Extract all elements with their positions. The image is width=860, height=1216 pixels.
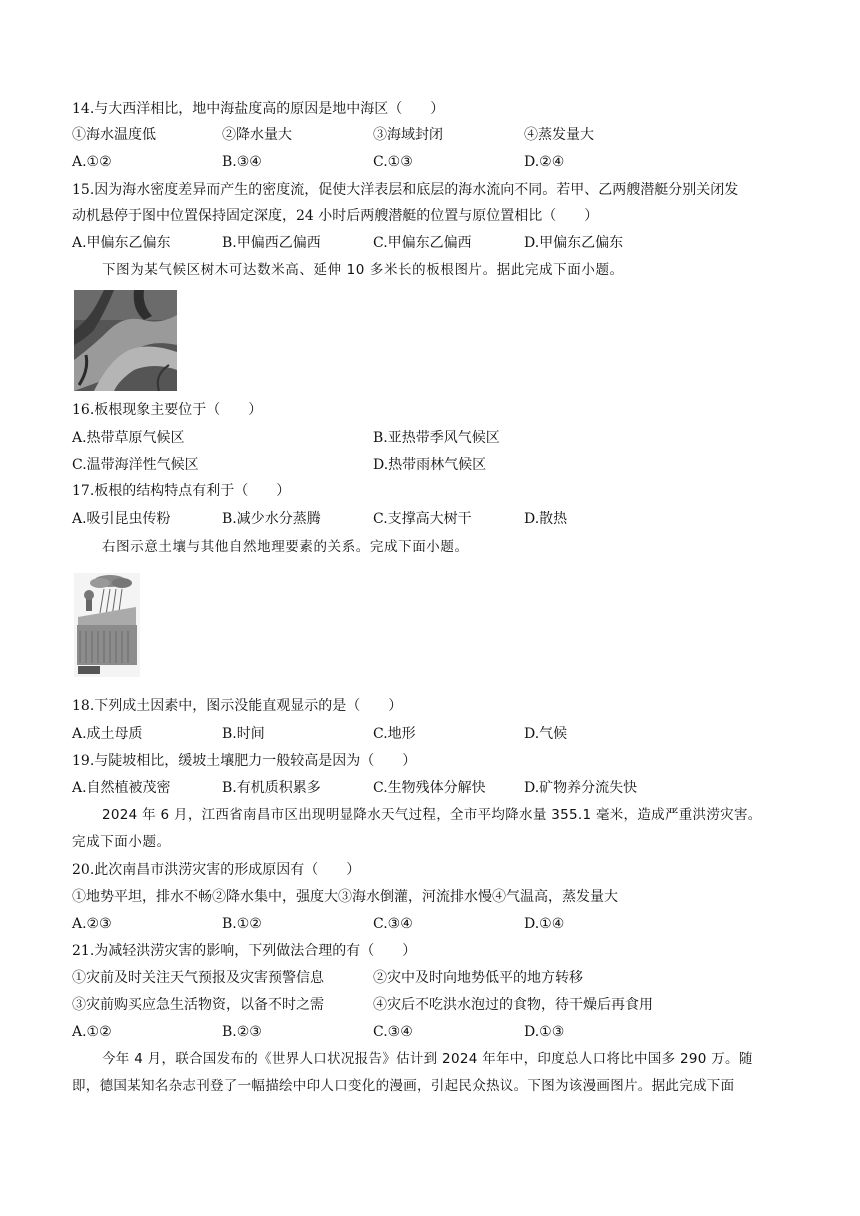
intro-22-line2: 即，德国某知名杂志刊登了一幅描绘中印人口变化的漫画，引起民众热议。下图为该漫画图片。据此完成下面 <box>72 1078 735 1094</box>
q16-option-c[interactable]: C.温带海洋性气候区 <box>72 457 199 473</box>
q21-item-4: ④灾后不吃洪水泡过的食物，待干燥后再食用 <box>373 997 653 1013</box>
q16-option-d[interactable]: D.热带雨林气候区 <box>373 457 487 473</box>
q14-option-c[interactable]: C.①③ <box>373 154 413 170</box>
q16-stem: 16.板根现象主要位于（ ） <box>72 402 263 418</box>
intro-20-21-line2: 完成下面小题。 <box>72 834 171 850</box>
q14-item-2: ②降水量大 <box>222 127 292 143</box>
q20-option-b[interactable]: B.①② <box>222 916 262 932</box>
intro-16-17: 下图为某气候区树木可达数米高、延伸 10 多米长的板根图片。据此完成下面小题。 <box>102 262 624 278</box>
q19-option-b[interactable]: B.有机质积累多 <box>222 780 321 796</box>
soil-factors-diagram <box>74 573 140 677</box>
intro-20-21-line1: 2024 年 6 月，江西省南昌市区出现明显降水天气过程，全市平均降水量 355.1 毫米，造成严重洪涝灾害。 <box>102 807 762 823</box>
q20-option-a[interactable]: A.②③ <box>72 916 112 932</box>
buttress-root-photo <box>74 290 177 391</box>
q21-option-c[interactable]: C.③④ <box>373 1024 413 1040</box>
q15-option-c[interactable]: C.甲偏东乙偏西 <box>373 235 472 251</box>
q19-stem: 19.与陡坡相比，缓坡土壤肥力一般较高是因为（ ） <box>72 753 417 769</box>
q14-item-3: ③海域封闭 <box>373 127 443 143</box>
q21-item-2: ②灾中及时向地势低平的地方转移 <box>373 970 583 986</box>
q15-option-a[interactable]: A.甲偏东乙偏东 <box>72 235 171 251</box>
intro-22-line1: 今年 4 月，联合国发布的《世界人口状况报告》估计到 2024 年年中，印度总人口将比中国多 290 万。随 <box>102 1051 753 1067</box>
q16-option-a[interactable]: A.热带草原气候区 <box>72 430 185 446</box>
intro-18-19: 右图示意土壤与其他自然地理要素的关系。完成下面小题。 <box>102 539 469 555</box>
q14-stem: 14.与大西洋相比，地中海盐度高的原因是地中海区（ ） <box>72 101 445 117</box>
q21-item-1: ①灾前及时关注天气预报及灾害预警信息 <box>72 970 324 986</box>
q21-option-d[interactable]: D.①③ <box>524 1024 565 1040</box>
q15-stem-line2: 动机悬停于图中位置保持固定深度，24 小时后两艘潜艇的位置与原位置相比（ ） <box>72 208 599 224</box>
q15-option-b[interactable]: B.甲偏西乙偏西 <box>222 235 321 251</box>
q17-option-a[interactable]: A.吸引昆虫传粉 <box>72 511 171 527</box>
q14-item-1: ①海水温度低 <box>72 127 156 143</box>
q14-option-d[interactable]: D.②④ <box>524 154 565 170</box>
q19-option-c[interactable]: C.生物残体分解快 <box>373 780 486 796</box>
q19-option-a[interactable]: A.自然植被茂密 <box>72 780 171 796</box>
q18-option-b[interactable]: B.时间 <box>222 726 265 742</box>
q21-option-b[interactable]: B.②③ <box>222 1024 262 1040</box>
q17-option-b[interactable]: B.减少水分蒸腾 <box>222 511 321 527</box>
q14-option-a[interactable]: A.①② <box>72 154 112 170</box>
q19-option-d[interactable]: D.矿物养分流失快 <box>524 780 638 796</box>
q21-option-a[interactable]: A.①② <box>72 1024 112 1040</box>
q17-option-c[interactable]: C.支撑高大树干 <box>373 511 472 527</box>
q20-stem: 20.此次南昌市洪涝灾害的形成原因有（ ） <box>72 862 361 878</box>
q20-option-d[interactable]: D.①④ <box>524 916 565 932</box>
q20-items: ①地势平坦，排水不畅②降水集中，强度大③海水倒灌，河流排水慢④气温高，蒸发量大 <box>72 889 618 905</box>
q14-item-4: ④蒸发量大 <box>524 127 594 143</box>
q17-stem: 17.板根的结构特点有利于（ ） <box>72 483 291 499</box>
q15-stem-line1: 15.因为海水密度差异而产生的密度流，促使大洋表层和底层的海水流向不同。若甲、乙两艘潜艇分别关闭发 <box>72 182 739 198</box>
q21-stem: 21.为减轻洪涝灾害的影响，下列做法合理的有（ ） <box>72 943 417 959</box>
q20-option-c[interactable]: C.③④ <box>373 916 413 932</box>
q17-option-d[interactable]: D.散热 <box>524 511 568 527</box>
q18-option-d[interactable]: D.气候 <box>524 726 568 742</box>
q18-stem: 18.下列成土因素中，图示没能直观显示的是（ ） <box>72 698 403 714</box>
q21-item-3: ③灾前购买应急生活物资，以备不时之需 <box>72 997 324 1013</box>
q18-option-a[interactable]: A.成土母质 <box>72 726 143 742</box>
q15-option-d[interactable]: D.甲偏东乙偏东 <box>524 235 624 251</box>
q16-option-b[interactable]: B.亚热带季风气候区 <box>373 430 500 446</box>
q14-option-b[interactable]: B.③④ <box>222 154 262 170</box>
q18-option-c[interactable]: C.地形 <box>373 726 416 742</box>
